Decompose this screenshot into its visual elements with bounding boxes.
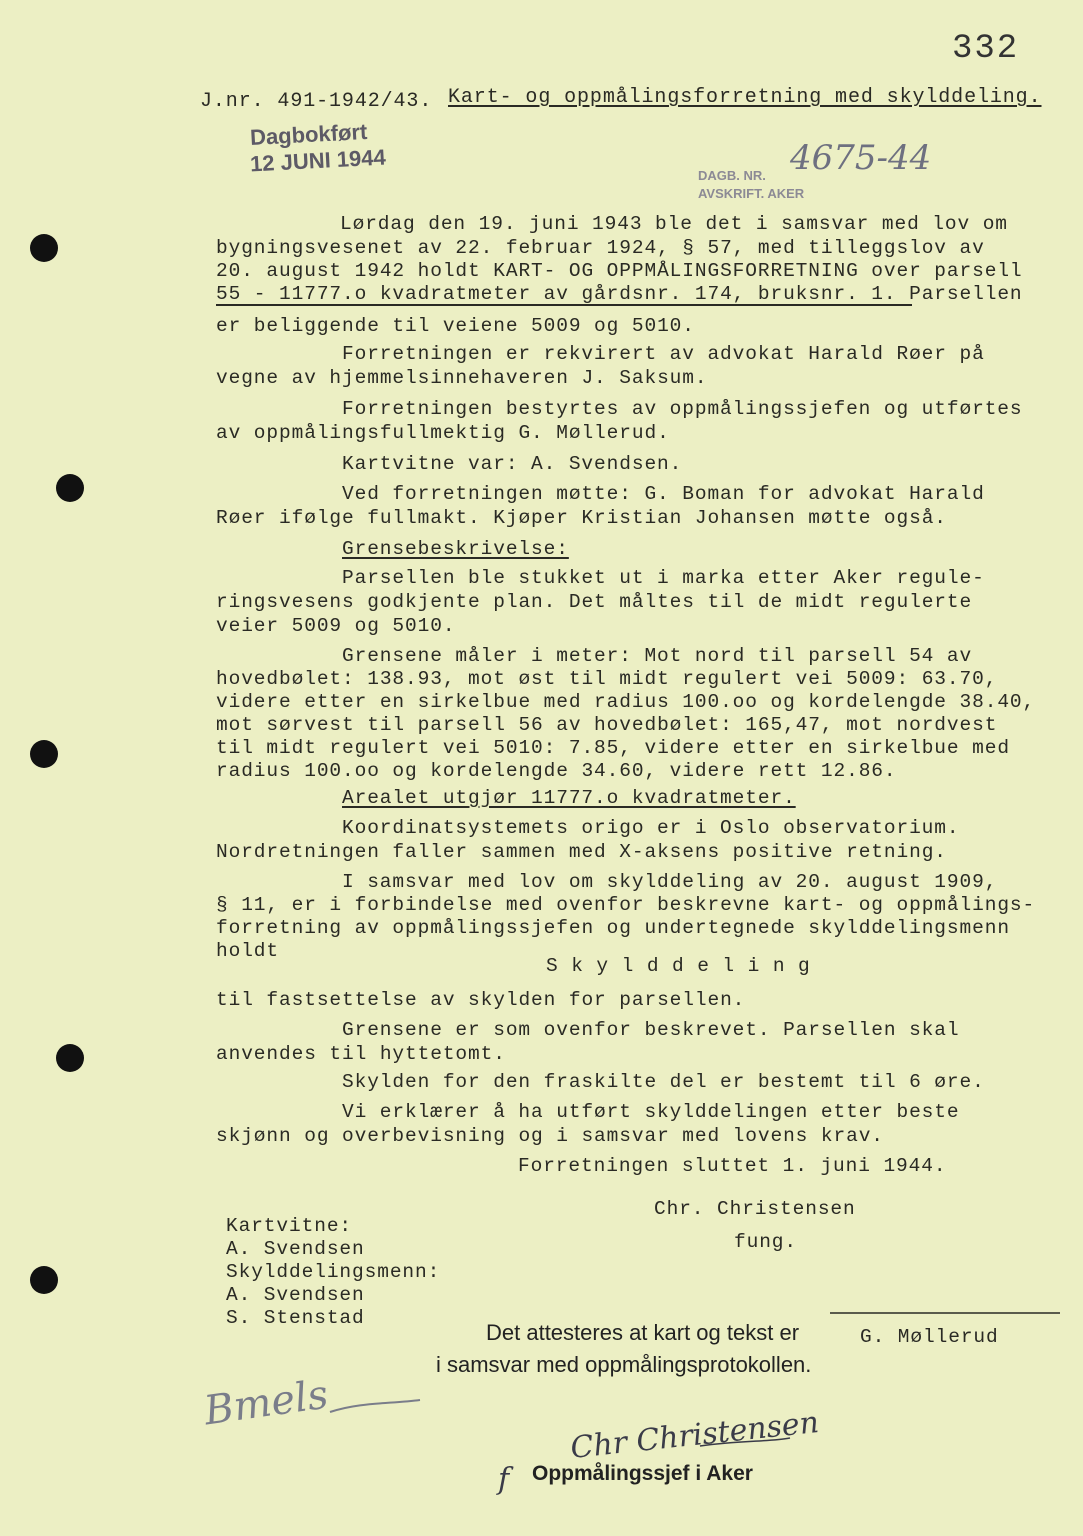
chief-signature: Chr Christensen: [568, 1405, 821, 1466]
body-line: vegne av hjemmelsinnehaveren J. Saksum.: [216, 367, 708, 389]
dagb-nr-handwritten: 4675-44: [790, 138, 932, 178]
body-line: 20. august 1942 holdt KART- OG OPPMÅLINGSFORRETNING over parsell: [216, 260, 1023, 282]
body-line: Skylden for den fraskilte del er bestemt til 6 øre.: [342, 1071, 985, 1093]
area-statement: Arealet utgjør 11777.o kvadratmeter.: [342, 787, 796, 809]
body-line: Grensene måler i meter: Mot nord til parsell 54 av: [342, 645, 973, 667]
witness-line: Skylddelingsmenn:: [226, 1261, 441, 1283]
journal-number: J.nr. 491-1942/43.: [200, 90, 433, 113]
body-line: mot sørvest til parsell 56 av hovedbølet: 165,47, mot nordvest: [216, 714, 998, 736]
avskrift-stamp: AVSKRIFT. AKER: [698, 186, 805, 201]
body-line: Parsellen ble stukket ut i marka etter Aker regule-: [342, 567, 985, 589]
body-line: av oppmålingsfullmektig G. Møllerud.: [216, 422, 670, 444]
body-line: radius 100.oo og kordelengde 34.60, videre rett 12.86.: [216, 760, 897, 782]
body-line: veier 5009 og 5010.: [216, 615, 456, 637]
body-line: I samsvar med lov om skylddeling av 20. august 1909,: [342, 871, 998, 893]
attestation-line-2: i samsvar med oppmålingsprotokollen.: [436, 1352, 812, 1377]
fung-mark: f: [498, 1462, 510, 1497]
body-line: § 11, er i forbindelse med ovenfor beskrevne kart- og oppmålings-: [216, 894, 1036, 916]
dagbokfort-stamp-date: 12 JUNI 1944: [249, 144, 387, 177]
moellerud-signature: G. Møllerud: [860, 1326, 999, 1348]
body-line: Grensene er som ovenfor beskrevet. Parsellen skal: [342, 1019, 960, 1041]
dagb-nr-stamp-label: DAGB. NR.: [698, 168, 766, 183]
body-line: Kartvitne var: A. Svendsen.: [342, 453, 683, 475]
closing-line: Forretningen sluttet 1. juni 1944.: [518, 1155, 947, 1177]
body-line: skjønn og overbevisning og i samsvar med lovens krav.: [216, 1125, 884, 1147]
page-number: 332: [952, 30, 1020, 68]
skylddeling-heading: S k y l d d e l i n g: [546, 955, 811, 977]
body-line: Vi erklærer å ha utført skylddelingen etter beste: [342, 1101, 960, 1123]
body-line: Ved forretningen møtte: G. Boman for advokat Harald: [342, 483, 985, 505]
body-line: til midt regulert vei 5010: 7.85, videre etter en sirkelbue med: [216, 737, 1010, 759]
body-line: Lørdag den 19. juni 1943 ble det i samsvar med lov om: [340, 213, 1008, 235]
body-line: ringsvesens godkjente plan. Det måltes til de midt regulerte: [216, 591, 973, 613]
witness-line: S. Stenstad: [226, 1307, 365, 1329]
body-line: Forretningen er rekvirert av advokat Harald Røer på: [342, 343, 985, 365]
body-line: bygningsvesenet av 22. februar 1924, § 57, med tilleggslov av: [216, 237, 985, 259]
attestation-office: Oppmålingssjef i Aker: [532, 1462, 753, 1485]
handwritten-initials: Bmels: [201, 1371, 331, 1435]
body-line: 55 - 11777.o kvadratmeter av gårdsnr. 174, bruksnr. 1. Parsellen: [216, 283, 1023, 305]
body-line: videre etter en sirkelbue med radius 100.oo og kordelengde 38.40,: [216, 691, 1036, 713]
witness-line: A. Svendsen: [226, 1284, 365, 1306]
signature-tail: [700, 1438, 790, 1446]
attestation-line-1: Det attesteres at kart og tekst er: [486, 1320, 800, 1345]
body-line: anvendes til hyttetomt.: [216, 1043, 506, 1065]
body-line: holdt: [216, 940, 280, 962]
body-line: Nordretningen faller sammen med X-aksens positive retning.: [216, 841, 947, 863]
body-line: til fastsettelse av skylden for parsellen.: [216, 989, 746, 1011]
body-line: er beliggende til veiene 5009 og 5010.: [216, 315, 695, 337]
signatory-role: fung.: [734, 1231, 798, 1253]
dagbokfort-stamp-label: Dagbokført: [249, 118, 368, 151]
body-line: Forretningen bestyrtes av oppmålingssjefen og utførtes: [342, 398, 1023, 420]
initials-tail: [330, 1400, 420, 1412]
body-line: hovedbølet: 138.93, mot øst til midt regulert vei 5009: 63.70,: [216, 668, 998, 690]
signatory-name: Chr. Christensen: [654, 1198, 856, 1220]
section-heading: Grensebeskrivelse:: [342, 538, 569, 560]
witness-line: Kartvitne:: [226, 1215, 353, 1237]
witness-line: A. Svendsen: [226, 1238, 365, 1260]
document-title: Kart- og oppmålingsforretning med skylddeling.: [448, 86, 1042, 109]
body-line: forretning av oppmålingssjefen og undertegnede skylddelingsmenn: [216, 917, 1010, 939]
body-line: Røer ifølge fullmakt. Kjøper Kristian Johansen møtte også.: [216, 507, 947, 529]
body-line: Koordinatsystemets origo er i Oslo observatorium.: [342, 817, 960, 839]
